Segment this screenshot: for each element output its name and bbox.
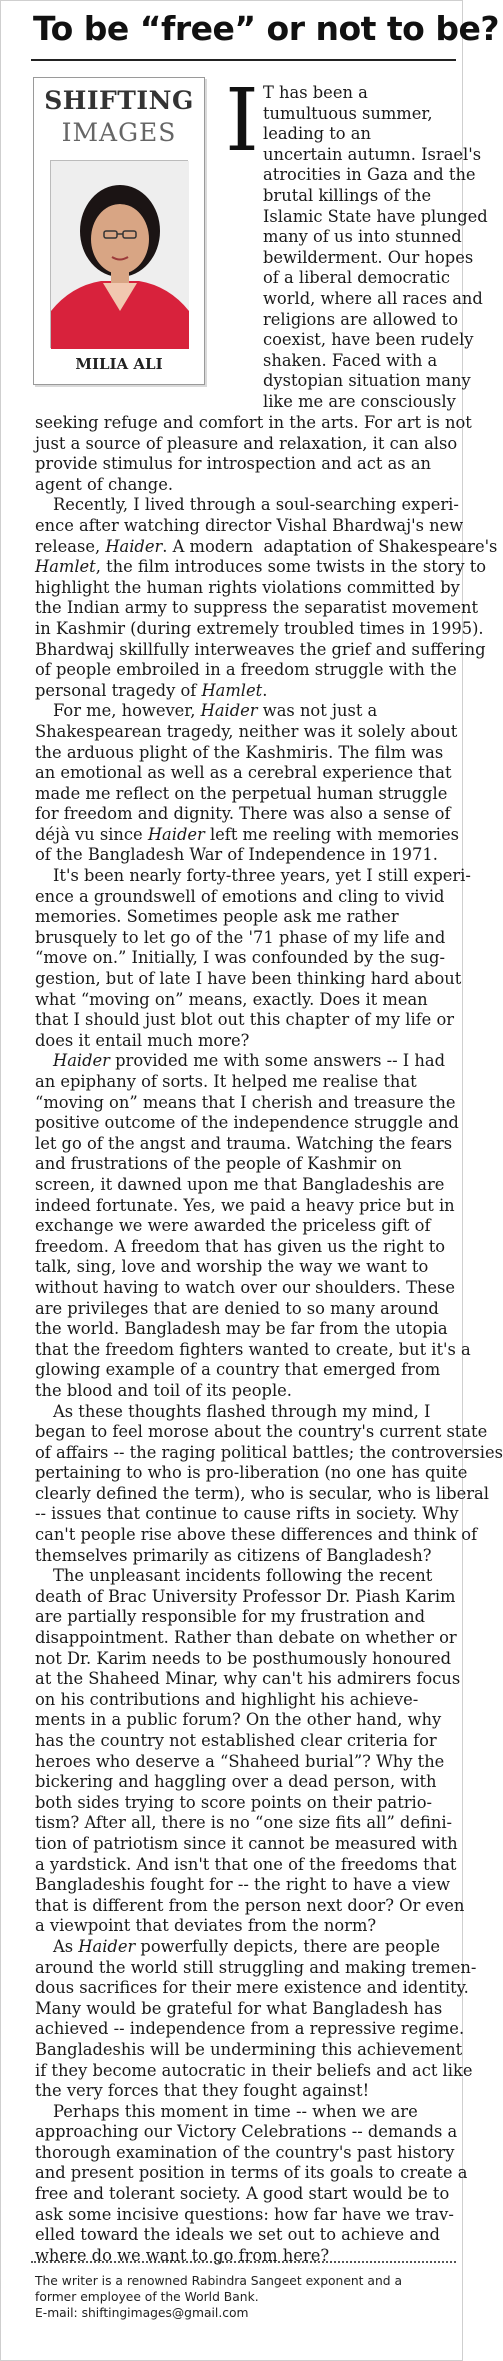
drop-cap: I <box>225 71 259 171</box>
paragraph-line: are partially responsible for my frustration and <box>35 1607 426 1627</box>
paragraph-line: death of Brac University Professor Dr. Piash Karim <box>35 1586 456 1606</box>
paragraph-line: freedom. A freedom that has given us the right to <box>35 1236 446 1256</box>
column-header-box <box>33 77 205 385</box>
paragraph-line: of the Bangladesh War of Independence in 1971. <box>35 845 438 865</box>
intro-narrow-text <box>263 83 488 413</box>
footer-line: The writer is a renowned Rabindra Sangeet exponent and a <box>35 2274 402 2288</box>
intro-line: uncertain autumn. Israel's <box>263 144 482 164</box>
paragraph-line: of affairs -- the raging political battles; the controversies <box>35 1442 503 1462</box>
paragraph-line: agent of change. <box>35 474 174 494</box>
paragraph-line: positive outcome of the independence struggle and <box>35 1113 459 1133</box>
footer-email: E-mail: shiftingimages@gmail.com <box>35 2306 249 2320</box>
footer-divider <box>31 2261 456 2263</box>
paragraph-line: tion of patriotism since it cannot be measured with <box>35 1833 458 1853</box>
paragraph-line: of people embroiled in a freedom struggle with the <box>35 660 457 680</box>
intro-line: coexist, have been rudely <box>263 330 474 350</box>
intro-line: tumultuous summer, <box>263 103 433 123</box>
paragraph-line: a yardstick. And isn't that one of the freedoms that <box>35 1854 457 1874</box>
paragraph-line: talk, sing, love and worship the way we want to <box>35 1257 429 1277</box>
paragraph-line: screen, it dawned upon me that Bangladeshis are <box>35 1174 445 1194</box>
paragraph-line: ence a groundswell of emotions and cling to vivid <box>35 886 445 906</box>
article-paragraph <box>35 495 498 701</box>
paragraph-line: approaching our Victory Celebrations -- demands a <box>35 2122 458 2142</box>
paragraph-line: an epiphany of sorts. It helped me realise that <box>35 1072 417 1091</box>
paragraph-line: and present position in terms of its goals to create a <box>35 2163 468 2183</box>
paragraph-line: dous sacrifices for their mere existence and identity. <box>35 1978 469 1998</box>
intro-line: bewilderment. Our hopes <box>263 247 474 267</box>
column-title-images: IMAGES <box>61 118 177 147</box>
paragraph-line: Many would be grateful for what Bangladesh has <box>35 1998 443 2018</box>
paragraph-line: the Indian army to suppress the separatist movement <box>35 598 479 618</box>
paragraph-line: exchange we were awarded the priceless gift of <box>35 1216 431 1236</box>
author-photo <box>50 160 188 348</box>
paragraph-line: Bangladeshis will be undermining this achievement <box>35 2039 463 2059</box>
paragraph-line: Bhardwaj skillfully interweaves the grief and suffering <box>35 639 486 659</box>
paragraph-line: and frustrations of the people of Kashmir on <box>35 1154 402 1174</box>
paragraph-line: Hamlet, the film introduces some twists in the story to <box>35 557 487 577</box>
paragraph-line: on his contributions and highlight his achieve- <box>35 1689 419 1709</box>
footer-line: former employee of the World Bank. <box>35 2290 259 2304</box>
paragraph-line: pertaining to who is pro-liberation (no one has quite <box>35 1463 468 1483</box>
paragraph-line: Recently, I lived through a soul-searching experi- <box>53 495 459 515</box>
article-headline: To be “free” or not to be? <box>33 9 499 48</box>
intro-line: religions are allowed to <box>263 309 459 329</box>
article-paragraph <box>35 701 459 866</box>
paragraph-line: that the freedom fighters wanted to create, but it's a <box>35 1339 471 1359</box>
paragraph-line: are privileges that are denied to so many around <box>35 1298 439 1318</box>
paragraph-line: for freedom and dignity. There was also a sense of <box>35 804 451 824</box>
paragraph-line: the blood and toil of its people. <box>35 1380 292 1400</box>
paragraph-line: Perhaps this moment in time -- when we are <box>53 2101 418 2121</box>
intro-line: T has been a <box>263 83 368 102</box>
paragraph-line: themselves primarily as citizens of Bangladesh? <box>35 1545 432 1565</box>
paragraph-line: memories. Sometimes people ask me rather <box>35 907 399 927</box>
paragraph-line: ence after watching director Vishal Bhardwaj's new <box>35 515 464 535</box>
paragraph-line: thorough examination of the country's past history <box>35 2142 455 2162</box>
paragraph-line: in Kashmir (during extremely troubled times in 1995). <box>35 618 484 638</box>
paragraph-line: déjà vu since Haider left me reeling with memories <box>35 824 459 844</box>
article-paragraph <box>35 413 472 495</box>
paragraph-line: achieved -- independence from a repressive regime. <box>35 2019 465 2039</box>
paragraph-line: the very forces that they fought against! <box>35 2081 370 2101</box>
intro-line: leading to an <box>263 124 371 144</box>
paragraph-line: the world. Bangladesh may be far from the utopia <box>35 1319 448 1339</box>
paragraph-line: Haider provided me with some answers -- I had <box>53 1051 446 1071</box>
paragraph-line: release, Haider. A modern adaptation of Shakespeare's <box>35 536 498 556</box>
paragraph-line: does it entail much more? <box>35 1030 250 1050</box>
article-paragraph <box>35 1566 465 1937</box>
paragraph-line: tism? After all, there is no “one size fits all” defini- <box>35 1813 453 1833</box>
intro-line: world, where all races and <box>263 288 483 308</box>
paragraph-line: the arduous plight of the Kashmiris. The film was <box>35 742 444 762</box>
paragraph-line: brusquely to let go of the '71 phase of my life and <box>35 927 446 947</box>
intro-line: of a liberal democratic <box>263 268 451 288</box>
intro-line: many of us into stunned <box>263 227 462 247</box>
article-body <box>35 413 503 2266</box>
paragraph-line: if they become autocratic in their beliefs and act like <box>35 2060 473 2080</box>
paragraph-line: indeed fortunate. Yes, we paid a heavy price but in <box>35 1195 455 1215</box>
paragraph-line: seeking refuge and comfort in the arts. For art is not <box>35 413 472 432</box>
intro-line: brutal killings of the <box>263 185 432 205</box>
paragraph-line: around the world still struggling and making tremen- <box>35 1957 477 1977</box>
paragraph-line: ask some incisive questions: how far have we trav- <box>35 2204 454 2224</box>
paragraph-line: ments in a public forum? On the other hand, why <box>35 1710 442 1730</box>
paragraph-line: For me, however, Haider was not just a <box>53 701 378 721</box>
paragraph-line: let go of the angst and trauma. Watching the fears <box>35 1133 453 1153</box>
headline-rule <box>31 59 456 61</box>
paragraph-line: made me reflect on the perpetual human struggle <box>35 783 448 803</box>
intro-line: dystopian situation many <box>263 371 471 391</box>
column-title-shifting: SHIFTING <box>44 86 194 115</box>
paragraph-line: what “moving on” means, exactly. Does it mean <box>35 989 428 1009</box>
paragraph-line: The unpleasant incidents following the recent <box>53 1566 433 1586</box>
author-bio <box>35 2273 455 2321</box>
paragraph-line: can't people rise above these differences and think of <box>35 1525 478 1545</box>
paragraph-line: has the country not established clear criteria for <box>35 1731 437 1750</box>
paragraph-line: personal tragedy of Hamlet. <box>35 680 268 700</box>
paragraph-line: highlight the human rights violations committed by <box>35 577 460 597</box>
article-paragraph <box>35 1401 503 1567</box>
paragraph-line: Bangladeshis fought for -- the right to have a view <box>35 1875 451 1895</box>
paragraph-line: an emotional as well as a cerebral experience that <box>35 763 452 783</box>
intro-line: Islamic State have plunged <box>263 206 488 226</box>
paragraph-line: not Dr. Karim needs to be posthumously honoured <box>35 1648 451 1668</box>
paragraph-line: without having to watch over our shoulders. These <box>35 1277 456 1297</box>
paragraph-line: It's been nearly forty-three years, yet I still experi- <box>53 866 471 886</box>
paragraph-line: clearly defined the term), who is secular, who is liberal <box>35 1483 489 1503</box>
intro-line: atrocities in Gaza and the <box>263 165 476 185</box>
paragraph-line: that I should just blot out this chapter of my life or <box>35 1010 455 1030</box>
paragraph-line: just a source of pleasure and relaxation, it can also <box>35 433 458 453</box>
paragraph-line: disappointment. Rather than debate on whether or <box>35 1628 457 1648</box>
paragraph-line: at the Shaheed Minar, why can't his admirers focus <box>35 1669 461 1689</box>
paragraph-line: that is different from the person next door? Or even <box>35 1895 465 1915</box>
paragraph-line: “moving on” means that I cherish and treasure the <box>35 1092 456 1112</box>
paragraph-line: a viewpoint that deviates from the norm? <box>35 1916 377 1936</box>
paragraph-line: As these thoughts flashed through my mind, I <box>53 1401 431 1421</box>
paragraph-line: began to feel morose about the country's current state <box>35 1422 488 1442</box>
paragraph-line: “move on.” Initially, I was confounded by the sug- <box>35 948 445 968</box>
paragraph-line: gestion, but of late I have been thinking hard about <box>35 969 462 989</box>
intro-line: like me are consciously <box>263 391 456 411</box>
paragraph-line: heroes who deserve a “Shaheed burial”? Why the <box>35 1751 445 1771</box>
paragraph-line: provide stimulus for introspection and act as an <box>35 454 432 474</box>
column-author-name: MILIA ALI <box>75 355 163 373</box>
paragraph-line: -- issues that continue to cause rifts in society. Why <box>35 1504 459 1524</box>
intro-line: shaken. Faced with a <box>263 350 438 370</box>
paragraph-line: glowing example of a country that emerged from <box>35 1360 441 1380</box>
paragraph-line: Shakespearean tragedy, neither was it solely about <box>35 721 458 741</box>
article-paragraph <box>35 1051 471 1401</box>
paragraph-line: free and tolerant society. A good start would be to <box>35 2184 450 2204</box>
paragraph-line: bickering and haggling over a dead person, with <box>35 1772 437 1792</box>
paragraph-line: both sides trying to score points on their patrio- <box>35 1792 433 1812</box>
article-paragraph <box>35 2101 468 2267</box>
article-paragraph <box>35 1936 477 2102</box>
paragraph-line: As Haider powerfully depicts, there are people <box>53 1936 441 1956</box>
article-paragraph <box>35 866 471 1051</box>
paragraph-line: where do we want to go from here? <box>35 2245 330 2265</box>
paragraph-line: elled toward the ideals we set out to achieve and <box>35 2225 440 2245</box>
author-portrait-image <box>51 161 189 349</box>
